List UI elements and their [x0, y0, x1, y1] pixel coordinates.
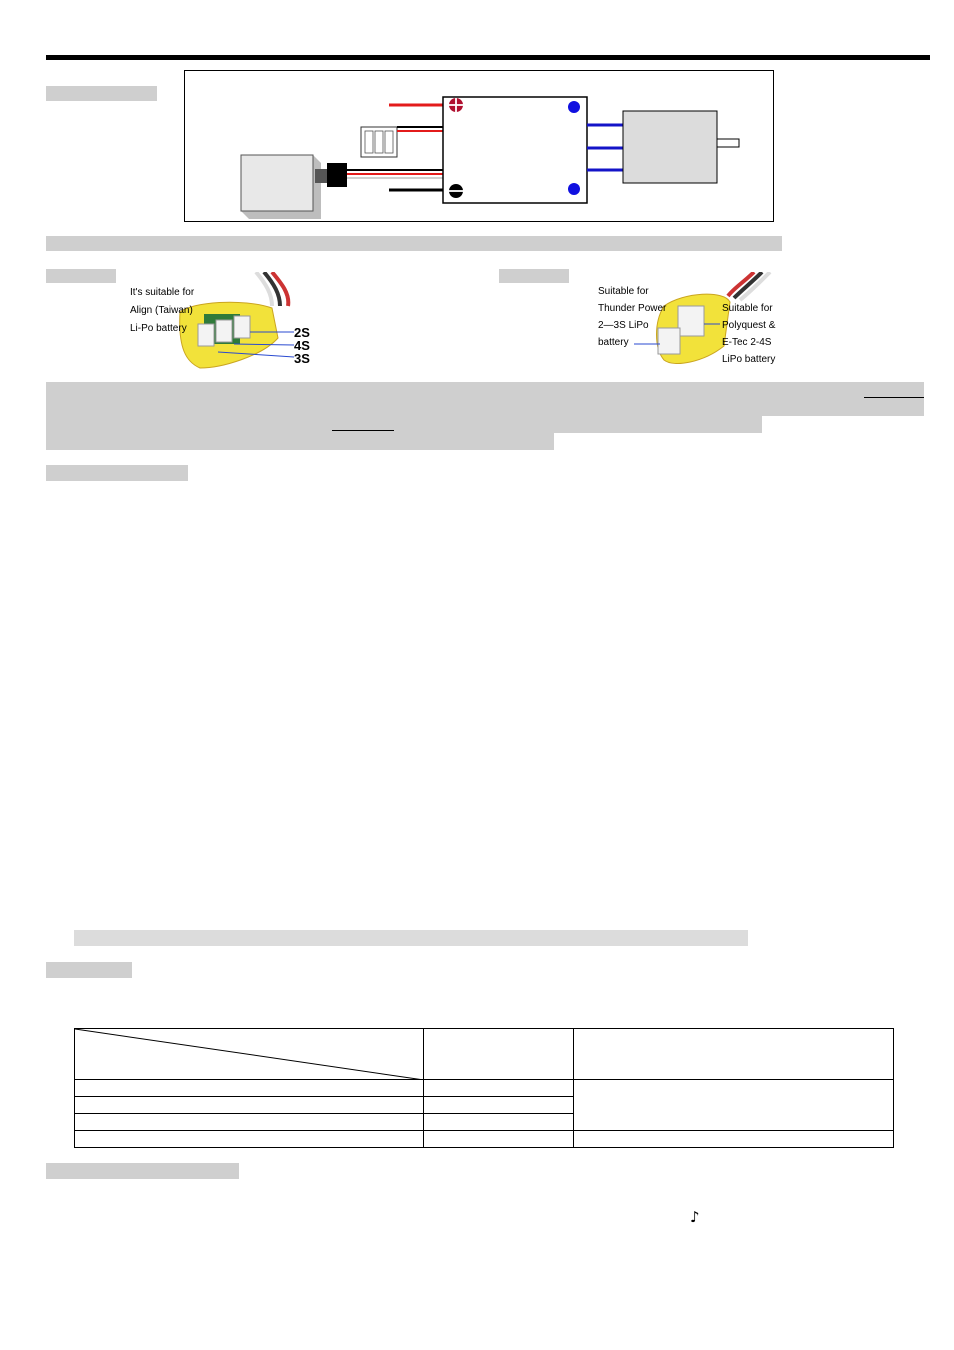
photo-left-label-bar	[46, 269, 116, 283]
connector-dot-top	[568, 101, 580, 113]
motor-shaft	[717, 139, 739, 147]
table-cell	[424, 1097, 574, 1114]
adapter-right-caption-right-2: Polyquest &	[722, 320, 776, 331]
motor	[623, 111, 717, 183]
adapter-left-caption-3: Li-Po battery	[130, 323, 187, 334]
adapter-photo-left	[122, 272, 318, 378]
table-row	[75, 1080, 894, 1097]
wiring-diagram	[184, 70, 774, 222]
adapter-left-caption-1: It's suitable for	[130, 287, 195, 298]
label-2s: 2S	[294, 325, 310, 340]
adapter-right-caption-left-3: 2—3S LiPo	[598, 320, 649, 331]
table-cell	[75, 1080, 424, 1097]
highlighted-note-bar	[74, 930, 748, 946]
music-note-icon: ♪	[690, 1208, 700, 1226]
adapter-left-caption-2: Align (Taiwan)	[130, 305, 193, 316]
section-label-3	[46, 962, 132, 978]
adapter-right-caption-right-3: E-Tec 2-4S	[722, 337, 772, 348]
table-cell	[75, 1131, 424, 1148]
paragraph-block-line-3	[46, 416, 762, 433]
table-cell	[574, 1131, 894, 1148]
positive-terminal-icon	[449, 98, 463, 112]
table-header-row	[75, 1029, 894, 1080]
label-3s: 3S	[294, 351, 310, 366]
receiver-lead	[347, 170, 443, 178]
table-row	[75, 1131, 894, 1148]
table-merged-cell	[574, 1080, 894, 1131]
connector-dot-bottom	[568, 183, 580, 195]
section-label-2	[46, 465, 188, 481]
wiring-diagram-svg	[185, 71, 775, 223]
table-diagonal-line	[75, 1029, 424, 1080]
adapter-right-caption-right-1: Suitable for	[722, 303, 773, 314]
esc-board	[443, 97, 587, 203]
adapter-right-caption-right-4: LiPo battery	[722, 354, 776, 365]
table-cell	[424, 1114, 574, 1131]
photo-right-label-bar	[499, 269, 569, 283]
table-cell	[75, 1097, 424, 1114]
receiver-box	[241, 155, 321, 219]
section-label-wiring	[46, 86, 157, 101]
table-cell	[424, 1131, 574, 1148]
header-rule	[46, 55, 930, 60]
negative-terminal-icon	[449, 184, 463, 198]
table-cell	[75, 1114, 424, 1131]
table-corner-cell	[75, 1029, 424, 1080]
label-4s: 4S	[294, 338, 310, 353]
adapter-right-caption-left-4: battery	[598, 337, 629, 348]
balance-connector	[361, 127, 443, 157]
adapter-right-caption-left-2: Thunder Power	[598, 303, 667, 314]
table-header-cell-3	[574, 1029, 894, 1080]
adapter-right-caption-left-1: Suitable for	[598, 286, 649, 297]
table-header-cell-2	[424, 1029, 574, 1080]
paragraph-block-line-4	[46, 433, 554, 450]
underline-mark-1	[864, 397, 924, 398]
settings-table	[74, 1028, 894, 1148]
underline-mark-2	[332, 430, 394, 431]
wiring-note-bar	[46, 236, 782, 251]
section-label-4	[46, 1163, 239, 1179]
adapter-photo-right	[594, 272, 806, 376]
paragraph-block-line-1-2	[46, 382, 924, 416]
motor-wires	[587, 125, 623, 170]
table-cell	[424, 1080, 574, 1097]
